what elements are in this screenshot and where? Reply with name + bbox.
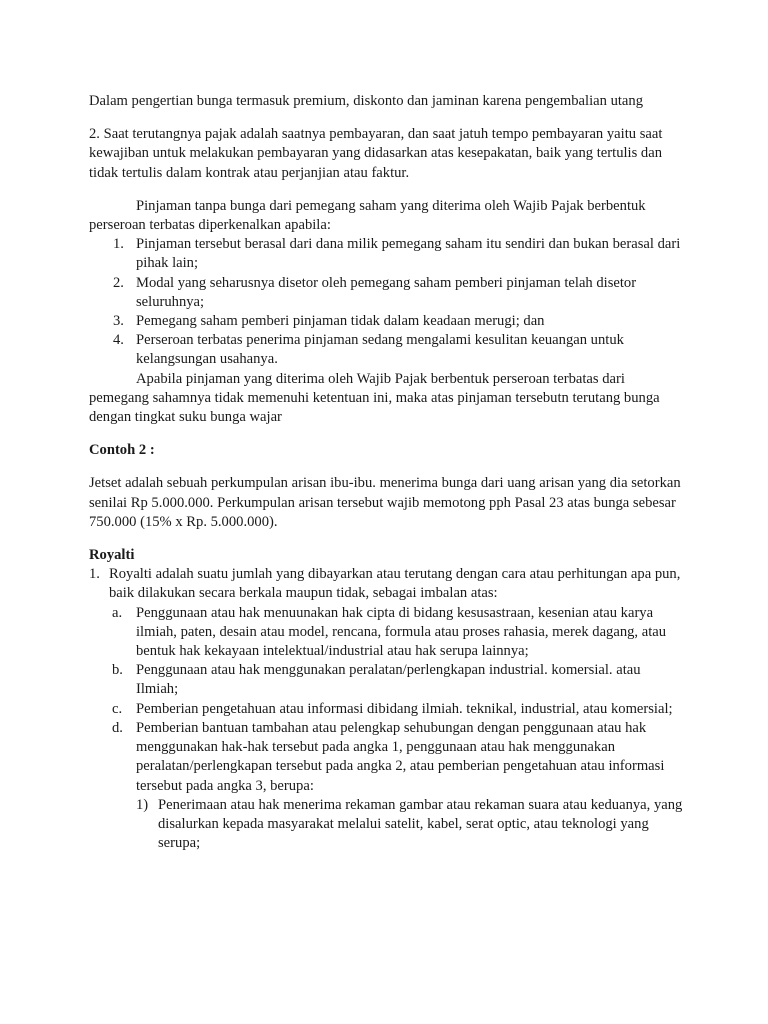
sublist-item bbox=[89, 700, 684, 719]
sublist-item-text: Pemberian bantuan tambahan atau pelengkap sehubungan dengan penggunaan atau hak menggunakan hak-hak tersebut pada angka 1, penggunaan atau hak menggunakan peralatan/perlengkapan tersebut pada angka 2, atau pemberian pengetahuan atau informasi tersebut pada angka 3, berupa: bbox=[136, 719, 665, 794]
paragraph-loan-consequence: Apabila pinjaman yang diterima oleh Wajib Pajak berbentuk perseroan terbatas dari pemegang sahamnya tidak memenuhi ketentuan ini, maka atas pinjaman tersebutn terutang bunga dengan tingkat suku bunga wajar bbox=[89, 370, 660, 426]
paragraph-interest-definition: Dalam pengertian bunga termasuk premium, diskonto dan jaminan karena pengembalian utang bbox=[89, 93, 643, 109]
list-item-text: Pinjaman tersebut berasal dari dana milik pemegang saham itu sendiri dan bukan berasal dari pihak lain; bbox=[136, 236, 681, 272]
paragraph-tax-due: 2. Saat terutangnya pajak adalah saatnya pembayaran, dan saat jatuh tempo pembayaran yaitu saat kewajiban untuk melakukan pembayaran yang didasarkan atas kesepakatan, baik yang tertulis dan tidak tertulis dalam kontrak atau perjanjian atau faktur. bbox=[89, 126, 663, 181]
loan-conditions-list bbox=[89, 235, 684, 369]
sublist-item-letter: d. bbox=[112, 719, 123, 736]
list-item-number: 4. bbox=[113, 332, 124, 349]
heading-royalti: Royalti bbox=[89, 547, 135, 564]
list-item bbox=[89, 235, 684, 273]
heading-contoh-2: Contoh 2 : bbox=[89, 442, 155, 459]
sublist-item-text: Penggunaan atau hak menggunakan peralatan/perlengkapan industrial. komersial. atau Ilmiah; bbox=[136, 662, 641, 698]
list-item-number: 1. bbox=[113, 236, 124, 253]
subsublist-item-text: Penerimaan atau hak menerima rekaman gambar atau rekaman suara atau keduanya, yang disalurkan kepada masyarakat melalui satelit, kabel, serat optic, atau teknologi yang serupa; bbox=[158, 796, 683, 852]
list-item-text: Modal yang seharusnya disetor oleh pemegang saham pemberi pinjaman telah disetor seluruhnya; bbox=[136, 274, 637, 310]
list-item-text: Royalti adalah suatu jumlah yang dibayarkan atau terutang dengan cara atau perhitungan apa pun, baik dilakukan secara berkala maupun tidak, sebagai imbalan atas: bbox=[109, 566, 681, 602]
paragraph-example-jetset: Jetset adalah sebuah perkumpulan arisan ibu-ibu. menerima bunga dari uang arisan yang dia setorkan senilai Rp 5.000.000. Perkumpulan arisan tersebut wajib memotong pph Pasal 23 atas bunga sebesar 750.000 (15% x Rp. 5.000.000). bbox=[89, 475, 681, 530]
list-item bbox=[89, 274, 684, 312]
royalti-sublist bbox=[89, 604, 684, 854]
paragraph-interest-free-loan: Pinjaman tanpa bunga dari pemegang saham yang diterima oleh Wajib Pajak berbentuk perseroan terbatas diperkenalkan apabila: bbox=[89, 197, 646, 234]
list-item bbox=[89, 565, 684, 603]
sublist-item bbox=[89, 604, 684, 662]
list-item-text: Perseroan terbatas penerima pinjaman sedang mengalami kesulitan keuangan untuk kelangsungan usahanya. bbox=[136, 332, 624, 368]
sublist-item bbox=[89, 661, 684, 699]
subsublist-item-number: 1) bbox=[136, 796, 149, 813]
list-item-number: 3. bbox=[113, 313, 124, 330]
list-item bbox=[89, 331, 684, 369]
sublist-item-letter: b. bbox=[112, 662, 123, 679]
sublist-item bbox=[89, 719, 684, 796]
list-item bbox=[89, 312, 684, 331]
list-item-text: Pemegang saham pemberi pinjaman tidak dalam keadaan merugi; dan bbox=[136, 313, 545, 330]
sublist-item-text: Pemberian pengetahuan atau informasi dibidang ilmiah. teknikal, industrial, atau komersial; bbox=[136, 700, 673, 717]
royalti-list bbox=[89, 565, 684, 853]
sublist-item-letter: c. bbox=[112, 700, 123, 717]
sublist-item-letter: a. bbox=[112, 604, 123, 621]
sublist-item-text: Penggunaan atau hak menuunakan hak cipta di bidang kesusastraan, kesenian atau karya ilmiah, paten, desain atau model, rencana, formula atau proses rahasia, merek dagang, atau bentuk hak kekayaan intelektual/industrial atau hak serupa lainnya; bbox=[136, 604, 667, 660]
list-item-number: 2. bbox=[113, 274, 124, 291]
subsublist-item bbox=[89, 796, 684, 854]
royalti-sublist-d bbox=[89, 796, 684, 854]
list-item-number: 1. bbox=[89, 566, 100, 583]
